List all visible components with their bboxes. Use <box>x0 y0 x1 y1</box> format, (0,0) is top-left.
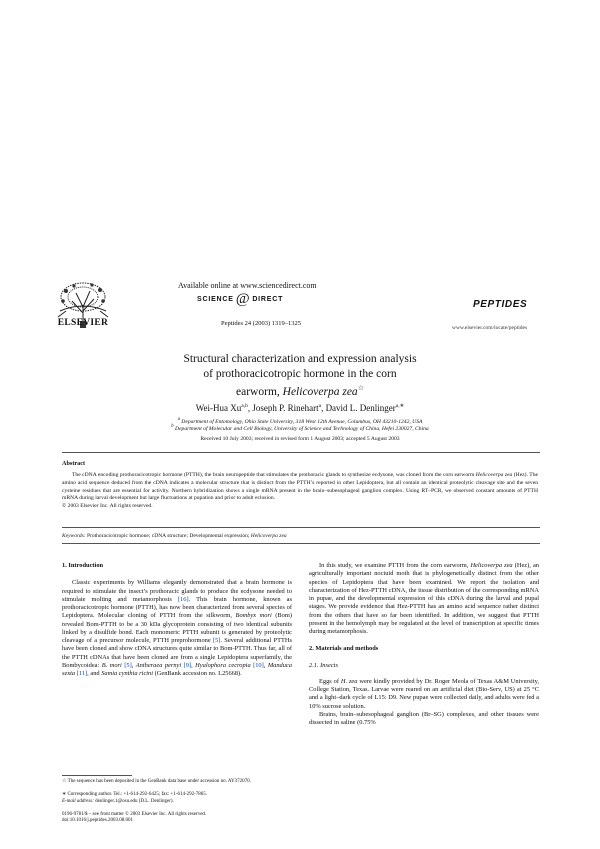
title-line-2: of prothoracicotropic hormone in the corn <box>203 367 397 380</box>
sd-left: SCIENCE <box>197 295 234 303</box>
divider-keywords <box>62 527 540 528</box>
author-3-sup: a,∗ <box>395 403 405 409</box>
abstract-copyright: © 2003 Elsevier Inc. All rights reserved. <box>62 503 153 510</box>
study-paragraph <box>309 562 539 636</box>
publisher-name: ELSEVIER <box>57 318 109 328</box>
author-list: Wei-Hua Xu$^{a,b}$, Joseph P. Rinehart$^a$, David L. Denlinger$^{a,∗}$ <box>195 403 405 413</box>
keywords-species: Helicoverpa zea <box>250 533 287 539</box>
issn-text: 0196-9781/$ – see front matter © 2003 Elsevier Inc. All rights reserved. <box>62 812 207 817</box>
intro-text-d: . Several additional PTTHs have been cloned and show cDNA structures quite similar to Bom-PTTH. Thus far, all of the PTTH cDNAs that have been cloned are from a single Lepidoptera superfamily, the Bombycoidea: <box>62 637 293 669</box>
footnote-3 <box>62 799 292 805</box>
abstract-heading: Abstract <box>62 460 86 467</box>
affiliation-b <box>80 424 520 432</box>
keywords-text: Prothoracicotropic hormone; cDNA structure; Developmental expression; <box>85 533 251 539</box>
ref-link-5[interactable]: [5] <box>212 637 221 644</box>
species-bmori: B. mori <box>101 661 122 669</box>
left-column <box>62 562 292 678</box>
divider-top <box>62 452 540 453</box>
journal-name-logo: PEPTIDES <box>473 299 528 310</box>
keywords <box>62 533 538 539</box>
abstract-text-2: (Hez). The amino acid sequence deduced from the cDNA indicates a molecular structure that is distinct from the PTTH’s reported in other Lepidoptera, but all contain an identical proteolytic cleavage site and the seven cysteine residues that are essential for activity. Northern hybridization shows a single mRNA present in the brain–subesophageal ganglion complex. Using RT–PCR, we observed constant amounts of PTTH mRNA during larval development but large fluctuations at pupation and prior to adult eclosion. <box>62 472 538 502</box>
study-text-a: In this study, we examine PTTH from the corn earworm, <box>319 562 471 569</box>
affiliation-b-sup: b <box>171 424 174 429</box>
author-1[interactable]: Wei-Hua Xu <box>195 403 242 413</box>
section-introduction-heading: 1. Introduction <box>62 562 104 569</box>
article-title <box>80 352 520 399</box>
subsection-insects-heading: 2.1. Insects <box>309 661 338 669</box>
sciencedirect-logo <box>197 293 283 305</box>
received-dates: Received 10 July 2003; received in revised form 1 August 2003; accepted 5 August 2003 <box>200 436 400 442</box>
title-footnote-mark[interactable]: ☆ <box>357 384 364 392</box>
title-line-1: Structural characterization and expression analysis <box>183 353 417 365</box>
footnote-1: ☆ The sequence has been deposited in the GenBank data base under accession no. AY372070. <box>62 779 251 784</box>
insects-text-a: Eggs of <box>319 677 341 685</box>
abstract-species: Helicoverpa zea <box>475 472 513 478</box>
title-line-3-plain: earworm, <box>236 385 283 398</box>
keywords-label: Keywords: <box>62 533 86 539</box>
intro-text-and: , and <box>87 670 102 677</box>
sd-mark: @ <box>235 291 251 307</box>
author-2[interactable]: Joseph P. Rinehart <box>252 403 319 413</box>
ref-link-5b[interactable]: [5] <box>124 661 132 669</box>
footnote-email[interactable]: denlinger.1@osu.edu (D.L. Denlinger). <box>93 799 174 804</box>
species-bombyx: Bombyx mori <box>235 612 272 620</box>
abstract-text <box>62 472 538 511</box>
species-antheraea: Antheraea pernyi <box>135 661 182 669</box>
affiliation-a-sup: a <box>177 417 180 422</box>
issn-line <box>62 812 292 824</box>
title-line-3 <box>80 381 520 399</box>
ref-link-10[interactable]: [10] <box>253 661 264 669</box>
right-column <box>309 562 539 727</box>
author-3[interactable]: David L. Denlinger <box>325 403 396 413</box>
intro-text-b: . This brain hormone, known as prothoracicotropic hormone (PTTH), has now been characterized from several species of Lepidoptera. Molecular cloning of PTTH from the silkworm, <box>62 595 292 620</box>
footnote-2: ∗ Corresponding author. Tel.: +1-614-292-6425; fax: +1-614-292-7865. <box>62 792 208 797</box>
intro-text-a: Classic experiments by Williams elegantly demonstrated that a brain hormone is required to stimulate the insect’s prothoracic glands to produce the ecdysone needed to stimulate molting and metamorphosis <box>62 579 292 603</box>
intro-paragraph: Classic experiments by Williams elegantly demonstrated that a brain hormone is required to stimulate the insect’s prothoracic glands to produce the ecdysone needed to stimulate molting and metamorphosis [16]. This brain hormone, known as prothoracicotropic hormone (PTTH), has now been characterized from several species of Lepidoptera. Molecular cloning of PTTH from the silkworm, Bombyx mori (Bom) revealed Bom-PTTH to be a 30 kDa glycoprotein consisting of two identical subunits linked by a disulfide bond. Each monomeric PTTH subunit is generated by proteolytic cleavage of a precursor molecule, PTTH preprohormone [5]. Several additional PTTHs have been cloned and show cDNA structures quite similar to Bom-PTTH. Thus far, all of the PTTH cDNAs that have been cloned are from a single Lepidoptera superfamily, the Bombycoidea: B. mori [5], Antheraea pernyi [9], Hyalophora cecropia [10], Manduca sexta [11], and Samia cynthia ricini (GenBank accession no. L25668). <box>62 579 293 677</box>
available-online[interactable]: Available online at www.sciencedirect.com <box>178 281 317 290</box>
ref-link-16[interactable]: [16] <box>177 595 189 603</box>
species-samia: Samia cynthia ricini <box>101 670 154 677</box>
ref-link-9[interactable]: [9] <box>183 661 192 669</box>
insects-text-b: were kindly provided by Dr. Roger Meola of Texas A&M University, College Station, Texas. Larvae were reared on an artificial diet (Bio-Serv, US) at 25 °C and a light–dark cycle of L15: D9. New pupae were collected daily, and adults were fed a 10% sucrose solution. <box>309 677 539 710</box>
affiliation-b-text: Department of Molecular and Cell Biology, University of Science and Technology of China, Hefei 230027, China <box>175 425 429 432</box>
intro-text-c: (Bom) revealed Bom-PTTH to be a 30 kDa glycoprotein consisting of two identical subunits linked by a disulfide bond. Each monomeric PTTH subunit is generated by proteolytic cleavage of a precursor molecule, PTTH preprohormone <box>62 612 292 644</box>
divider-bottom <box>62 543 540 544</box>
sd-right: DIRECT <box>252 295 284 303</box>
affiliation-a-text: Department of Entomology, Ohio State University, 318 West 12th Avenue, Columbus, OH 43210-1242, USA <box>181 418 423 425</box>
author-1-sup: a,b <box>241 403 248 409</box>
species-hzea-2: H. zea <box>340 677 358 685</box>
footnote-divider <box>62 775 132 776</box>
ref-link-11[interactable]: [11] <box>76 670 88 677</box>
intro-text-e: (GenBank accession no. L25668). <box>153 670 242 677</box>
journal-url[interactable]: www.elsevier.com/locate/peptides <box>452 325 528 331</box>
tissues-paragraph: Brains, brain–subesophageal ganglion (Br–SG) complexes, and other tissues were dissected in saline (0.75% <box>309 710 539 726</box>
author-2-sup: a <box>318 403 322 409</box>
title-species: Helicoverpa zea <box>282 385 358 398</box>
section-methods-heading: 2. Materials and methods <box>309 645 379 653</box>
journal-citation: Peptides 24 (2003) 1319–1325 <box>221 320 301 327</box>
insects-paragraph <box>309 678 539 711</box>
footnote-email-label: E-mail address: <box>62 799 94 804</box>
study-text-b: (Hez), an agriculturally important noctuid moth that is phylogenetically distinct from the other species of Lepidoptera that have been examined. We report the isolation and characterization of Hez-PTTH cDNA, the tissue distribution of the corresponding mRNA in pupae, and the developmental expression of this cDNA during the larval and pupal stages. We provide evidence that Hez-PTTH has an amino acid sequence rather distinct from the others that have so far been identified. In addition, we suggest that PTTH present in the hemolymph may be regulated at the level of transcription at specific times during metamorphosis. <box>309 562 539 635</box>
species-hyalophora: Hyalophora cecropia <box>195 661 251 669</box>
abstract-text-1: The cDNA encoding prothoracicotropic hormone (PTTH), the brain neuropeptide that stimulates the prothoracic glands to synthesize ecdysone, was cloned from the corn earworm <box>72 472 476 478</box>
species-hzea: Helicoverpa zea <box>470 562 513 569</box>
species-manduca: Manduca sexta <box>62 661 292 677</box>
doi-text[interactable]: doi:10.1016/j.peptides.2003.08.001 <box>62 818 133 824</box>
